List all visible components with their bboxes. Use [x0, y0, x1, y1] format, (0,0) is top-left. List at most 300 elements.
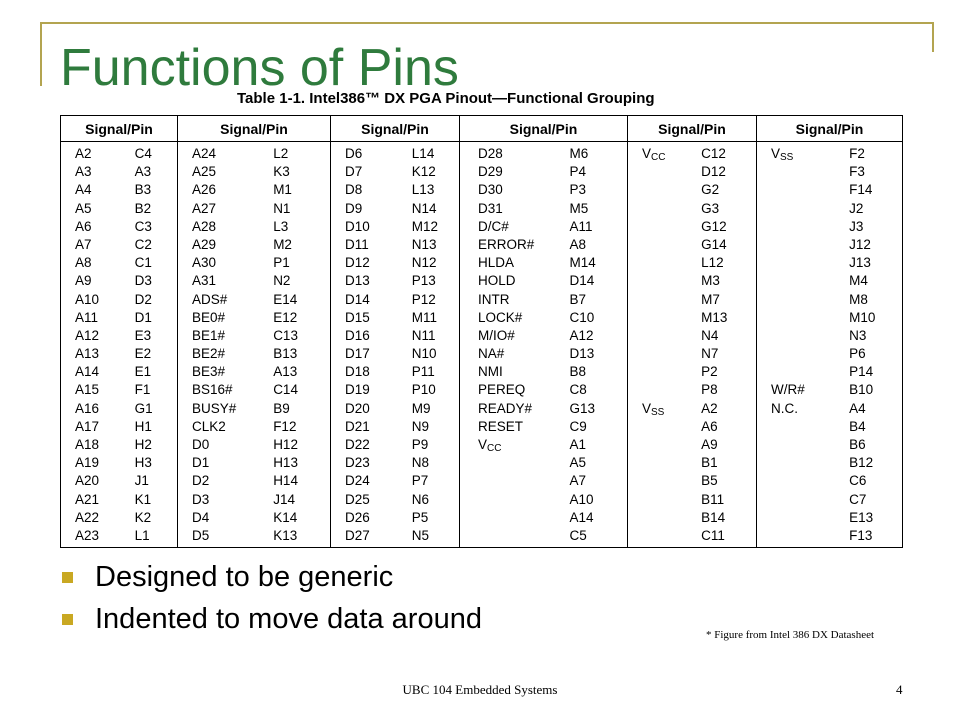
pin-id: N2 [273, 273, 291, 289]
pin-id: P8 [701, 382, 718, 398]
signal-name: A5 [75, 200, 92, 216]
pin-id: H13 [273, 455, 298, 471]
pin-id: B3 [134, 182, 152, 198]
pin-id: J13 [849, 255, 871, 271]
pin-row [628, 381, 756, 399]
slide-frame-left-line [40, 22, 42, 86]
pin-row [331, 145, 459, 163]
pin-id: N9 [411, 418, 430, 434]
signal-name [757, 218, 841, 236]
pin-row [331, 327, 459, 345]
pin-id: P10 [411, 382, 436, 398]
pin-id: M1 [273, 182, 292, 198]
pin-id: C14 [273, 382, 298, 398]
pin-row [61, 327, 177, 345]
pin-id: C11 [701, 527, 725, 543]
slide-frame-top-line [40, 22, 932, 24]
signal-name: D0 [192, 437, 210, 452]
signal-name: D18 [345, 364, 370, 380]
pin-row [757, 527, 902, 545]
signal-name: D9 [345, 200, 363, 216]
signal-name: INTR [478, 291, 510, 307]
pin-row [178, 145, 330, 163]
signal-name: HLDA [478, 255, 515, 271]
pin-row [460, 272, 627, 290]
pin-row [628, 400, 756, 418]
figure-source-note: * Figure from Intel 386 DX Datasheet [706, 629, 875, 641]
pin-id: A13 [273, 364, 298, 380]
pin-column-4 [460, 142, 628, 548]
pin-id: C13 [273, 327, 298, 343]
pin-row [628, 218, 756, 236]
pin-id: F2 [849, 146, 865, 161]
bullet-text: Indented to move data around [95, 602, 482, 635]
pin-row [178, 254, 330, 272]
signal-name: A18 [75, 437, 100, 452]
signal-name: A15 [75, 382, 100, 398]
pin-row [61, 491, 177, 509]
pin-row [331, 345, 459, 363]
signal-name: $V_{CC}$ [478, 437, 502, 454]
bullet-text: Designed to be generic [95, 560, 394, 593]
pin-id: B9 [273, 400, 290, 416]
signal-name: RESET [478, 418, 524, 434]
pin-row [757, 509, 902, 527]
signal-name: D1 [192, 455, 210, 471]
pin-row [61, 272, 177, 290]
signal-name: A12 [75, 327, 100, 343]
pin-id: D14 [569, 273, 595, 289]
pin-row [460, 145, 627, 163]
signal-name: BUSY# [192, 400, 237, 416]
pin-id: F13 [849, 527, 873, 543]
signal-name: A3 [75, 164, 92, 180]
signal-name: $V_{SS}$ [771, 146, 794, 163]
pin-row [61, 181, 177, 199]
pin-row [460, 181, 627, 199]
bullet-list [62, 556, 482, 640]
pin-id: K14 [273, 509, 298, 525]
pin-id: M6 [569, 146, 589, 161]
signal-name: BE2# [192, 346, 226, 362]
pin-row [628, 436, 756, 454]
pin-id: P13 [411, 273, 436, 289]
signal-name: D24 [345, 473, 370, 489]
pin-row [460, 200, 627, 218]
pin-row [61, 527, 177, 545]
signal-name [757, 236, 841, 254]
pin-id: M10 [849, 309, 876, 325]
pin-row [460, 527, 627, 545]
pin-id: K2 [134, 509, 152, 525]
pin-id: A12 [569, 327, 594, 343]
signal-name: D16 [345, 327, 370, 343]
signal-name [628, 181, 697, 199]
pin-row [331, 291, 459, 309]
pin-id: H14 [273, 473, 298, 489]
signal-name: D28 [478, 146, 503, 161]
pin-id: C7 [849, 491, 867, 507]
signal-name [757, 345, 841, 363]
pin-row [628, 363, 756, 381]
pin-row [628, 509, 756, 527]
pin-id: P6 [849, 346, 866, 362]
signal-name: D8 [345, 182, 363, 198]
page-number: 4 [896, 682, 903, 697]
pin-id: M5 [569, 200, 589, 216]
pin-id: N13 [411, 236, 437, 252]
pin-id: A8 [569, 236, 587, 252]
signal-name: A30 [192, 255, 217, 271]
signal-name [628, 309, 697, 327]
pin-row [331, 472, 459, 490]
signal-name: A9 [75, 273, 92, 289]
pin-row [331, 309, 459, 327]
pin-id: A4 [849, 400, 866, 416]
signal-name: D22 [345, 437, 370, 452]
bullet-square-icon [62, 572, 73, 583]
signal-name: BE1# [192, 327, 226, 343]
signal-name: A26 [192, 182, 217, 198]
pin-row [61, 345, 177, 363]
signal-name [628, 345, 697, 363]
pin-row [61, 309, 177, 327]
pin-id: M12 [411, 218, 439, 234]
pin-row [331, 381, 459, 399]
pin-id: A14 [569, 509, 594, 525]
column-header: Signal/Pin [178, 116, 331, 142]
pin-row [178, 472, 330, 490]
pin-row [628, 327, 756, 345]
pin-id: E13 [849, 509, 874, 525]
pin-row [757, 345, 902, 363]
signal-name: PEREQ [478, 382, 526, 398]
pin-id: E1 [134, 364, 152, 380]
pin-row [628, 163, 756, 181]
pin-id: L13 [411, 182, 435, 198]
pin-row [61, 418, 177, 436]
signal-name: A11 [75, 309, 99, 325]
pin-id: F14 [849, 182, 873, 198]
pin-id: C3 [134, 218, 152, 234]
signal-name: D10 [345, 218, 370, 234]
signal-name: $V_{CC}$ [642, 146, 666, 163]
pin-id: E12 [273, 309, 298, 325]
pin-id: B14 [701, 509, 726, 525]
pin-row [757, 400, 902, 418]
pin-id: N7 [701, 346, 719, 362]
pin-row [331, 491, 459, 509]
signal-name [757, 472, 841, 490]
signal-name [628, 236, 697, 254]
signal-name: A31 [192, 273, 217, 289]
column-header: Signal/Pin [628, 116, 757, 142]
pin-row [460, 509, 627, 527]
pin-row [178, 454, 330, 472]
pinout-table [60, 115, 903, 548]
signal-name [628, 454, 697, 472]
signal-name: A4 [75, 182, 92, 198]
signal-name [628, 381, 697, 399]
pin-id: N14 [411, 200, 437, 216]
signal-name: LOCK# [478, 309, 523, 325]
signal-name: D5 [192, 527, 210, 543]
pin-row [460, 436, 627, 454]
signal-name [757, 254, 841, 272]
pin-id: D3 [134, 273, 152, 289]
pin-row [460, 363, 627, 381]
signal-name: A17 [75, 418, 100, 434]
pin-id: J1 [134, 473, 149, 489]
pin-id: B12 [849, 455, 874, 471]
signal-name: A21 [75, 491, 100, 507]
pin-id: M14 [569, 255, 596, 271]
pin-row [460, 254, 627, 272]
pin-id: N12 [411, 255, 437, 271]
pin-id: J14 [273, 491, 295, 507]
pin-id: H1 [134, 418, 152, 434]
pin-row [757, 491, 902, 509]
pin-row [61, 291, 177, 309]
pin-id: P9 [411, 437, 429, 452]
pin-row [61, 254, 177, 272]
signal-name [757, 509, 841, 527]
pin-id: B2 [134, 200, 152, 216]
signal-name: D29 [478, 164, 503, 180]
pin-id: M13 [701, 309, 728, 325]
pin-id: A6 [701, 418, 718, 434]
signal-name: A16 [75, 400, 100, 416]
pin-row [61, 400, 177, 418]
pin-id: C8 [569, 382, 587, 398]
signal-name: W/R# [771, 382, 805, 398]
pin-row [61, 381, 177, 399]
signal-name: D26 [345, 509, 370, 525]
pin-row [331, 272, 459, 290]
column-header: Signal/Pin [757, 116, 903, 142]
pin-row [628, 200, 756, 218]
pin-id: N4 [701, 327, 719, 343]
pin-row [757, 363, 902, 381]
pin-id: B1 [701, 455, 718, 471]
signal-name: BS16# [192, 382, 233, 398]
pin-row [757, 472, 902, 490]
pin-id: N6 [411, 491, 430, 507]
signal-name: A28 [192, 218, 217, 234]
pin-row [331, 200, 459, 218]
pin-id: B7 [569, 291, 587, 307]
pin-row [61, 236, 177, 254]
bullet-square-icon [62, 614, 73, 625]
signal-name: A27 [192, 200, 217, 216]
pin-id: P7 [411, 473, 429, 489]
signal-name [628, 418, 697, 436]
pin-id: K1 [134, 491, 152, 507]
pin-row [178, 345, 330, 363]
pin-id: F3 [849, 164, 865, 180]
pin-row [628, 527, 756, 545]
pin-id: B13 [273, 346, 298, 362]
pin-id: N3 [849, 327, 867, 343]
table-caption: Table 1-1. Intel386™ DX PGA Pinout—Functional Grouping [237, 90, 655, 107]
signal-name: A10 [75, 291, 100, 307]
signal-name: D23 [345, 455, 370, 471]
pin-row [757, 309, 902, 327]
pin-row [757, 145, 902, 163]
pin-row [178, 181, 330, 199]
pin-id: A11 [569, 218, 593, 234]
pin-row [628, 472, 756, 490]
pin-row [61, 454, 177, 472]
footer-course-title: UBC 104 Embedded Systems [402, 682, 558, 697]
pin-id: H3 [134, 455, 152, 471]
signal-name: D2 [192, 473, 210, 489]
pin-row [757, 436, 902, 454]
pin-row [757, 327, 902, 345]
pin-row [460, 218, 627, 236]
signal-name [628, 200, 697, 218]
signal-name: D19 [345, 382, 370, 398]
signal-name [757, 363, 841, 381]
pin-id: P1 [273, 255, 290, 271]
pin-id: P2 [701, 364, 718, 380]
signal-name [460, 491, 564, 509]
pin-row [331, 236, 459, 254]
signal-name: D6 [345, 146, 363, 161]
pin-id: B10 [849, 382, 874, 398]
signal-name: A29 [192, 236, 217, 252]
signal-name [757, 291, 841, 309]
pin-id: M3 [701, 273, 720, 289]
slide-frame-right-line [932, 22, 934, 52]
pin-row [460, 454, 627, 472]
signal-name: D20 [345, 400, 370, 416]
pin-row [178, 527, 330, 545]
pin-row [460, 345, 627, 363]
pin-id: K13 [273, 527, 298, 543]
signal-name [757, 418, 841, 436]
pin-row [460, 327, 627, 345]
pin-row [61, 509, 177, 527]
pin-id: H12 [273, 437, 298, 452]
signal-name [628, 491, 697, 509]
signal-name: A20 [75, 473, 100, 489]
pin-id: P14 [849, 364, 874, 380]
pin-row [61, 200, 177, 218]
pin-id: A9 [701, 437, 718, 452]
pin-row [460, 381, 627, 399]
signal-name [757, 200, 841, 218]
signal-name: D17 [345, 346, 370, 362]
column-header: Signal/Pin [61, 116, 178, 142]
pin-row [331, 181, 459, 199]
pin-id: M2 [273, 236, 292, 252]
pin-id: C5 [569, 527, 587, 543]
pin-row [460, 400, 627, 418]
signal-name [757, 527, 841, 545]
pin-id: A10 [569, 491, 594, 507]
pin-id: P3 [569, 182, 587, 198]
signal-name: D25 [345, 491, 370, 507]
pin-row [757, 181, 902, 199]
pin-id: G1 [134, 400, 153, 416]
signal-name: A23 [75, 527, 100, 543]
pin-id: P12 [411, 291, 436, 307]
pin-id: B4 [849, 418, 866, 434]
pin-id: K3 [273, 164, 290, 180]
pin-row [61, 363, 177, 381]
pin-id: D2 [134, 291, 152, 307]
pin-row [331, 509, 459, 527]
pin-id: A7 [569, 473, 587, 489]
pin-row [460, 418, 627, 436]
pin-row [61, 436, 177, 454]
column-header: Signal/Pin [460, 116, 628, 142]
signal-name: D12 [345, 255, 370, 271]
pin-id: D1 [134, 309, 152, 325]
pin-row [178, 381, 330, 399]
pin-row [178, 327, 330, 345]
pin-row [460, 472, 627, 490]
signal-name: N.C. [771, 400, 798, 416]
pin-id: E3 [134, 327, 152, 343]
signal-name [757, 454, 841, 472]
pin-row [331, 454, 459, 472]
signal-name: HOLD [478, 273, 516, 289]
pin-id: E14 [273, 291, 298, 307]
signal-name: A24 [192, 146, 217, 161]
pin-row [178, 436, 330, 454]
pin-id: C2 [134, 236, 152, 252]
pin-id: C10 [569, 309, 595, 325]
signal-name [460, 454, 564, 472]
signal-name [628, 272, 697, 290]
pin-column-5 [628, 142, 757, 548]
pin-row [460, 291, 627, 309]
pin-row [460, 309, 627, 327]
signal-name: A13 [75, 346, 100, 362]
pin-row [178, 236, 330, 254]
pin-row [757, 200, 902, 218]
signal-name: BE0# [192, 309, 226, 325]
signal-name: NMI [478, 364, 503, 380]
pin-id: J12 [849, 236, 871, 252]
signal-name: ADS# [192, 291, 228, 307]
pin-row [178, 363, 330, 381]
pin-id: N8 [411, 455, 430, 471]
signal-name: D4 [192, 509, 210, 525]
signal-name: BE3# [192, 364, 226, 380]
signal-name [628, 509, 697, 527]
pin-row [178, 291, 330, 309]
signal-name [628, 163, 697, 181]
pin-id: J3 [849, 218, 864, 234]
pin-row [628, 418, 756, 436]
pin-id: M8 [849, 291, 868, 307]
pin-row [178, 418, 330, 436]
pin-row [757, 218, 902, 236]
pin-id: M7 [701, 291, 720, 307]
signal-name: A22 [75, 509, 100, 525]
pin-row [757, 291, 902, 309]
pin-row [757, 254, 902, 272]
pin-row [628, 454, 756, 472]
pin-id: G14 [701, 236, 727, 252]
pin-id: M11 [411, 309, 438, 325]
pin-row [178, 509, 330, 527]
pin-row [178, 309, 330, 327]
bullet-item [62, 556, 482, 598]
